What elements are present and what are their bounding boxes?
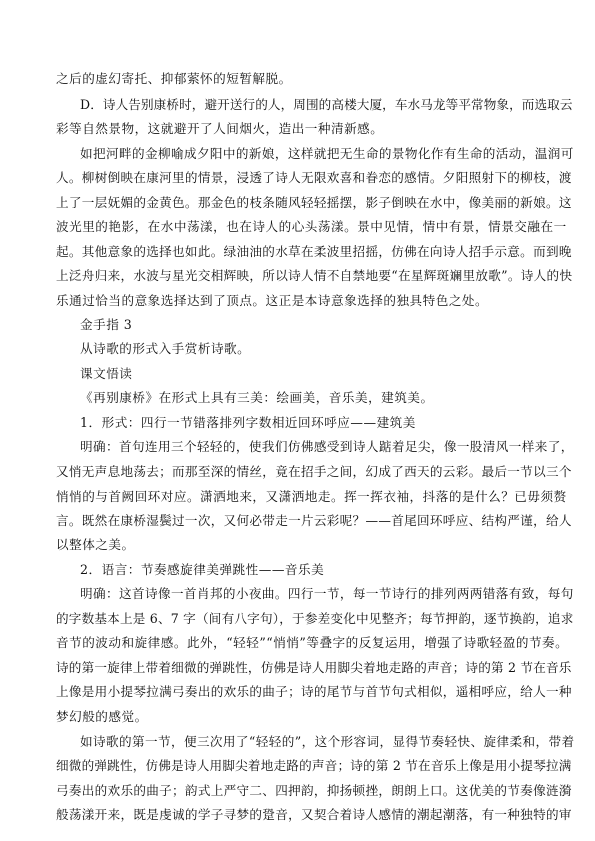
subsection-heading: 1．形式：四行一节错落排列字数相近回环呼应——建筑美	[80, 415, 416, 430]
text-line: 之后的虚幻寄托、抑郁萦怀的短暂解脱。	[56, 71, 292, 86]
text-line: 诗的第一旋律上带着细微的弹跳性，仿佛是诗人用脚尖着地走路的声音；诗的第 2 节在音乐	[56, 660, 572, 675]
text-line: 以整体之美。	[56, 537, 135, 552]
text-line: 细微的弹跳性，仿佛是诗人用脚尖着地走路的声音；诗的第 2 节在音乐上像是用小提琴拉满	[56, 758, 572, 773]
text-line: 般荡漾开来，既是虔诚的学子寻梦的跫音，又契合着诗人感情的潮起潮落，有一种独特的审	[56, 807, 572, 822]
text-line: 的字数基本上是 6、7 字（间有八字句），于参差变化中见整齐；每节押韵，逐节换韵，追求	[56, 611, 574, 626]
text-line: 如把河畔的金柳喻成夕阳中的新娘，这样就把无生命的景物化作有生命的活动，温润可	[80, 146, 574, 161]
text-line: 起。其他意象的选择也如此。绿油油的水草在柔波里招摇，仿佛在向诗人招手示意。而到晚	[56, 244, 572, 259]
text-line: 弓奏出的欢乐的曲子；韵式上严守二、四押韵，抑扬顿挫，朗朗上口。这优美的节奏像涟漪	[56, 783, 572, 798]
text-line: 言。既然在康桥湿鬓过一次，又何必带走一片云彩呢？——首尾回环呼应、结构严谨，给人	[56, 513, 572, 528]
text-line: 从诗歌的形式入手赏析诗歌。	[80, 341, 251, 356]
text-line: 彩等自然景物，这就避开了人间烟火，造出一种清新感。	[56, 121, 384, 136]
text-line: 音节的波动和旋律感。此外，“轻轻”“悄悄”等叠字的反复运用，增强了诗歌轻盈的节奏。	[56, 635, 569, 650]
text-line: 明确：首句连用三个轻轻的，使我们仿佛感受到诗人踮着足尖，像一股清风一样来了，	[80, 439, 574, 454]
subsection-heading: 2．语言：节奏感旋律美弹跳性——音乐美	[80, 562, 325, 577]
text-line: 上了一层妩媚的金黄色。那金色的枝条随风轻轻摇摆，影子倒映在水中，像美丽的新娘。这	[56, 195, 572, 210]
text-line: 又悄无声息地荡去；而那至深的情丝，竟在招手之间，幻成了西天的云彩。最后一节以三个	[56, 464, 572, 479]
section-heading: 金手指 3	[80, 317, 133, 332]
text-line: 上像是用小提琴拉满弓奏出的欢乐的曲子；诗的尾节与首节句式相似，遥相呼应，给人一种	[56, 684, 572, 699]
text-line: 人。柳树倒映在康河里的情景，浸透了诗人无限欢喜和眷恋的感情。夕阳照射下的柳枝，渡	[56, 170, 572, 185]
section-heading: 课文悟读	[80, 366, 133, 381]
text-line: 波光里的艳影，在水中荡漾，也在诗人的心头荡漾。景中见情，情中有景，情景交融在一	[56, 219, 567, 234]
text-line: 乐通过恰当的意象选择达到了顶点。这正是本诗意象选择的独具特色之处。	[56, 293, 489, 308]
text-line: 悄悄的与首阙回环对应。潇洒地来，又潇洒地走。挥一挥衣袖，抖落的是什么？已毋须赘	[56, 489, 567, 504]
text-line: 《再别康桥》在形式上具有三美：绘画美，音乐美，建筑美。	[80, 390, 434, 405]
text-line: 明确：这首诗像一首肖邦的小夜曲。四行一节，每一节诗行的排列两两错落有致，每句	[80, 586, 574, 601]
text-line: D．诗人告别康桥时，避开送行的人，周围的高楼大厦，车水马龙等平常物象，而选取云	[80, 97, 573, 112]
text-line: 如诗歌的第一节，便三次用了“轻轻的”，这个形容词，显得节奏轻快、旋律柔和，带着	[80, 734, 575, 749]
text-line: 上泛舟归来，水波与星光交相辉映，所以诗人情不自禁地要“在星辉斑斓里放歌”。诗人的快	[56, 268, 573, 283]
text-line: 梦幻般的感觉。	[56, 709, 148, 724]
